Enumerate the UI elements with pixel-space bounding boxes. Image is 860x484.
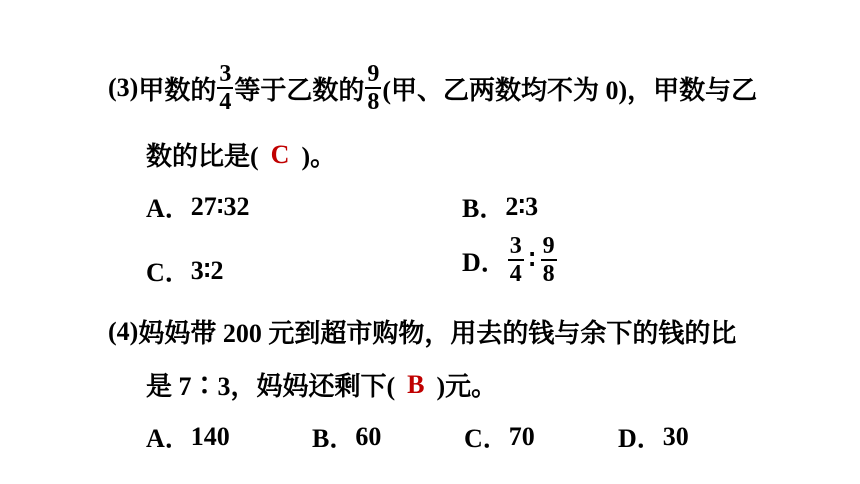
q4-option-a[interactable] [146, 418, 230, 455]
q3-option-d-fraction-2 [541, 234, 557, 286]
option-label: B． [312, 424, 356, 453]
q3-option-a[interactable] [146, 188, 250, 225]
option-label: B． [462, 194, 506, 223]
q4-line2 [146, 366, 497, 403]
q3-line2-suffix: )。 [301, 142, 337, 171]
option-label: C． [464, 424, 509, 453]
denominator: 4 [509, 261, 522, 287]
q4-option-b[interactable] [312, 418, 381, 455]
q4-answer: B [407, 369, 425, 399]
option-label: C． [146, 258, 191, 287]
q3-number: (3) [108, 73, 139, 102]
q4-line2-prefix: 是 7∶3，妈妈还剩下( [146, 372, 396, 401]
q3-option-d-fraction-1 [508, 234, 524, 286]
option-label: D． [618, 424, 663, 453]
q3-option-c[interactable] [146, 252, 224, 289]
option-value: 3∶2 [190, 255, 224, 285]
numerator: 9 [542, 233, 555, 259]
q3-fraction-2 [365, 62, 381, 114]
q3-frac2-numerator: 9 [367, 61, 380, 87]
ratio-colon: ∶ [528, 245, 536, 274]
q4-option-d[interactable] [618, 418, 689, 455]
option-label: A． [146, 424, 191, 453]
q3-option-b[interactable] [462, 188, 538, 225]
q3-frac1-denominator: 4 [219, 89, 232, 115]
q3-fraction-1 [217, 62, 233, 114]
q3-line1 [108, 62, 757, 114]
q3-text-c: (甲、乙两数均不为 0)，甲数与乙 [382, 75, 758, 105]
q3-line2 [146, 136, 336, 173]
denominator: 8 [542, 261, 555, 287]
q4-text-a: 妈妈带 200 元到超市购物，用去的钱与余下的钱的比 [138, 319, 737, 348]
option-value: 2∶3 [505, 191, 539, 221]
q4-line2-suffix: )元。 [436, 372, 498, 401]
option-label: D． [462, 247, 507, 277]
q3-answer: C [270, 139, 290, 169]
q3-frac1-numerator: 3 [219, 61, 232, 87]
q3-line2-prefix: 数的比是( [146, 142, 259, 171]
option-value: 60 [355, 421, 382, 451]
q4-number: (4) [108, 316, 139, 346]
option-value: 140 [190, 421, 230, 451]
q3-option-d[interactable] [462, 234, 558, 286]
numerator: 3 [509, 233, 522, 259]
option-value: 30 [662, 421, 689, 451]
q3-text-b: 等于乙数的 [234, 75, 365, 105]
option-value: 70 [508, 421, 535, 451]
q3-frac2-denominator: 8 [367, 89, 380, 115]
option-value: 27∶32 [190, 191, 250, 221]
option-label: A． [146, 194, 191, 223]
q4-line1 [108, 313, 736, 350]
q4-option-c[interactable] [464, 418, 535, 455]
q3-text-a: 甲数的 [138, 75, 217, 105]
